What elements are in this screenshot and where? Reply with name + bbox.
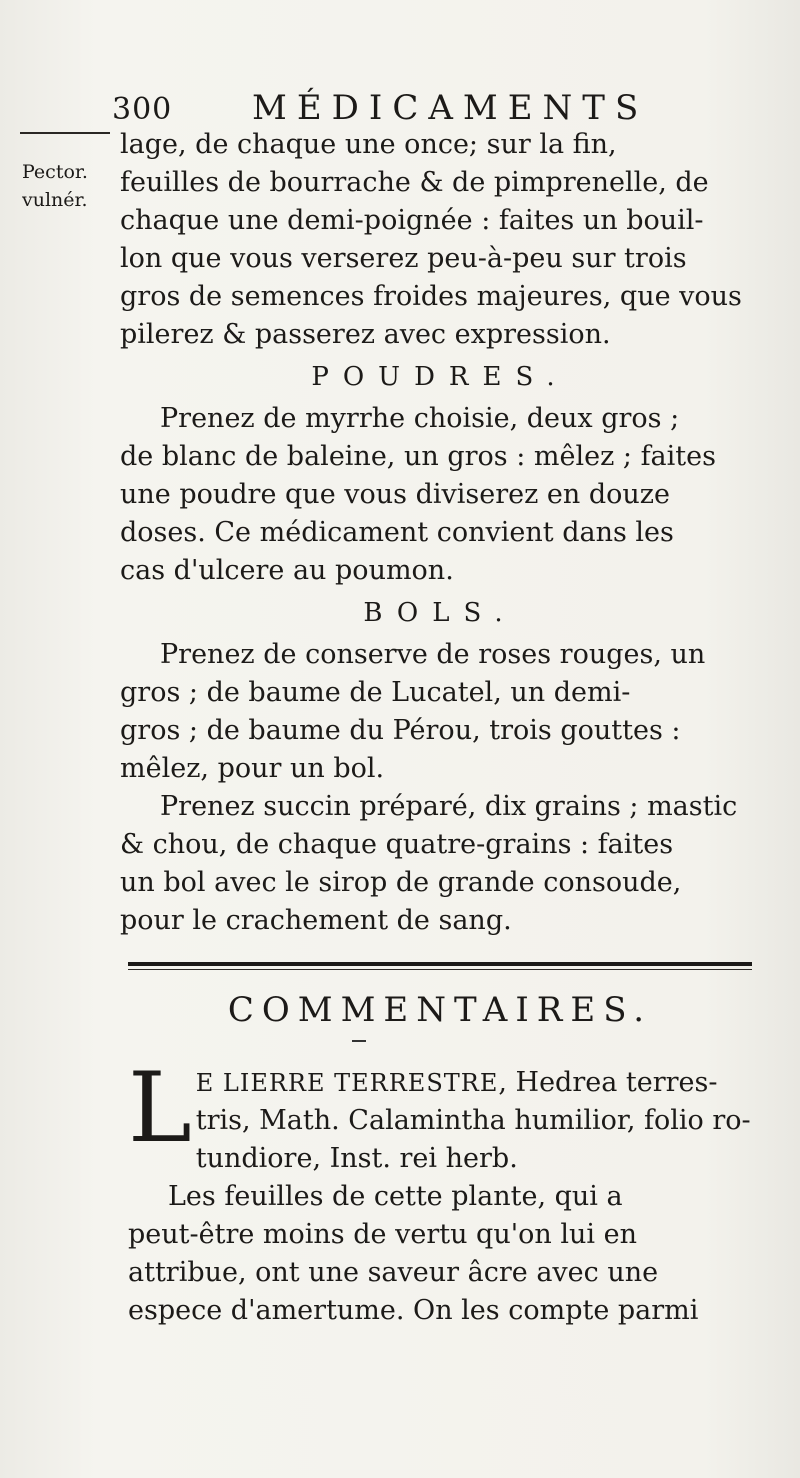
text-line: cas d'ulcere au poumon. [120, 555, 454, 586]
text-line: tundiore, Inst. rei herb. [195, 1143, 518, 1174]
text-line: pour le crachement de sang. [120, 905, 512, 936]
margin-note [22, 158, 102, 214]
text-line: Les feuilles de cette plante, qui a [168, 1181, 623, 1212]
drop-cap: L [128, 1052, 192, 1164]
text-line: & chou, de chaque quatre-grains : faites [120, 829, 674, 860]
margin-note-line: Pector. [22, 161, 88, 183]
text-line: attribue, ont une saveur âcre avec une [128, 1257, 659, 1288]
page-header [112, 88, 649, 128]
text-line: Prenez succin préparé, dix grains ; mastic [160, 791, 738, 822]
page-number: 300 [112, 92, 173, 127]
running-title: MÉDICAMENTS [252, 88, 649, 128]
divider-thin-rule [128, 969, 752, 970]
text-line: gros ; de baume de Lucatel, un demi- [120, 677, 631, 708]
text-line: chaque une demi-poignée : faites un bouil- [120, 205, 704, 236]
lierre-terrestre-caps: E LIERRE TERRESTRE [195, 1069, 499, 1097]
section-heading-bols: BOLS. [363, 598, 517, 628]
section-divider [128, 956, 752, 974]
text-line: peut-être moins de vertu qu'on lui en [128, 1219, 637, 1250]
ornament-dash [352, 1040, 366, 1042]
text-line: lon que vous verserez peu-à-peu sur trois [120, 243, 687, 274]
divider-thick-rule [128, 962, 752, 966]
text-line: gros de semences froides majeures, que vous [120, 281, 742, 312]
text-line: tris, Math. Calamintha humilior, folio ro- [195, 1105, 751, 1136]
text-line: Prenez de conserve de roses rouges, un [160, 639, 706, 670]
text-line: gros ; de baume du Pérou, trois gouttes : [120, 715, 681, 746]
text-line: , Hedrea terres- [498, 1067, 718, 1098]
text-line: Prenez de myrrhe choisie, deux gros ; [160, 403, 680, 434]
margin-note-line: vulnér. [22, 189, 88, 211]
text-line: un bol avec le sirop de grande consoude, [120, 867, 682, 898]
commentaires-text [128, 1052, 760, 1330]
text-line: pilerez & passerez avec expression. [120, 319, 611, 350]
text-line: de blanc de baleine, un gros : mêlez ; faites [120, 441, 716, 472]
body-text [120, 126, 760, 940]
commentaires-heading: COMMENTAIRES. [227, 990, 653, 1030]
text-line: doses. Ce médicament convient dans les [120, 517, 674, 548]
text-line: feuilles de bourrache & de pimprenelle, de [120, 167, 709, 198]
section-heading-poudres: POUDRES. [311, 362, 569, 392]
text-line: espece d'amertume. On les compte parmi [128, 1295, 699, 1326]
text-line: lage, de chaque une once; sur la fin, [120, 129, 617, 160]
text-line: mêlez, pour un bol. [120, 753, 385, 784]
margin-rule [20, 132, 110, 134]
text-line: une poudre que vous diviserez en douze [120, 479, 671, 510]
